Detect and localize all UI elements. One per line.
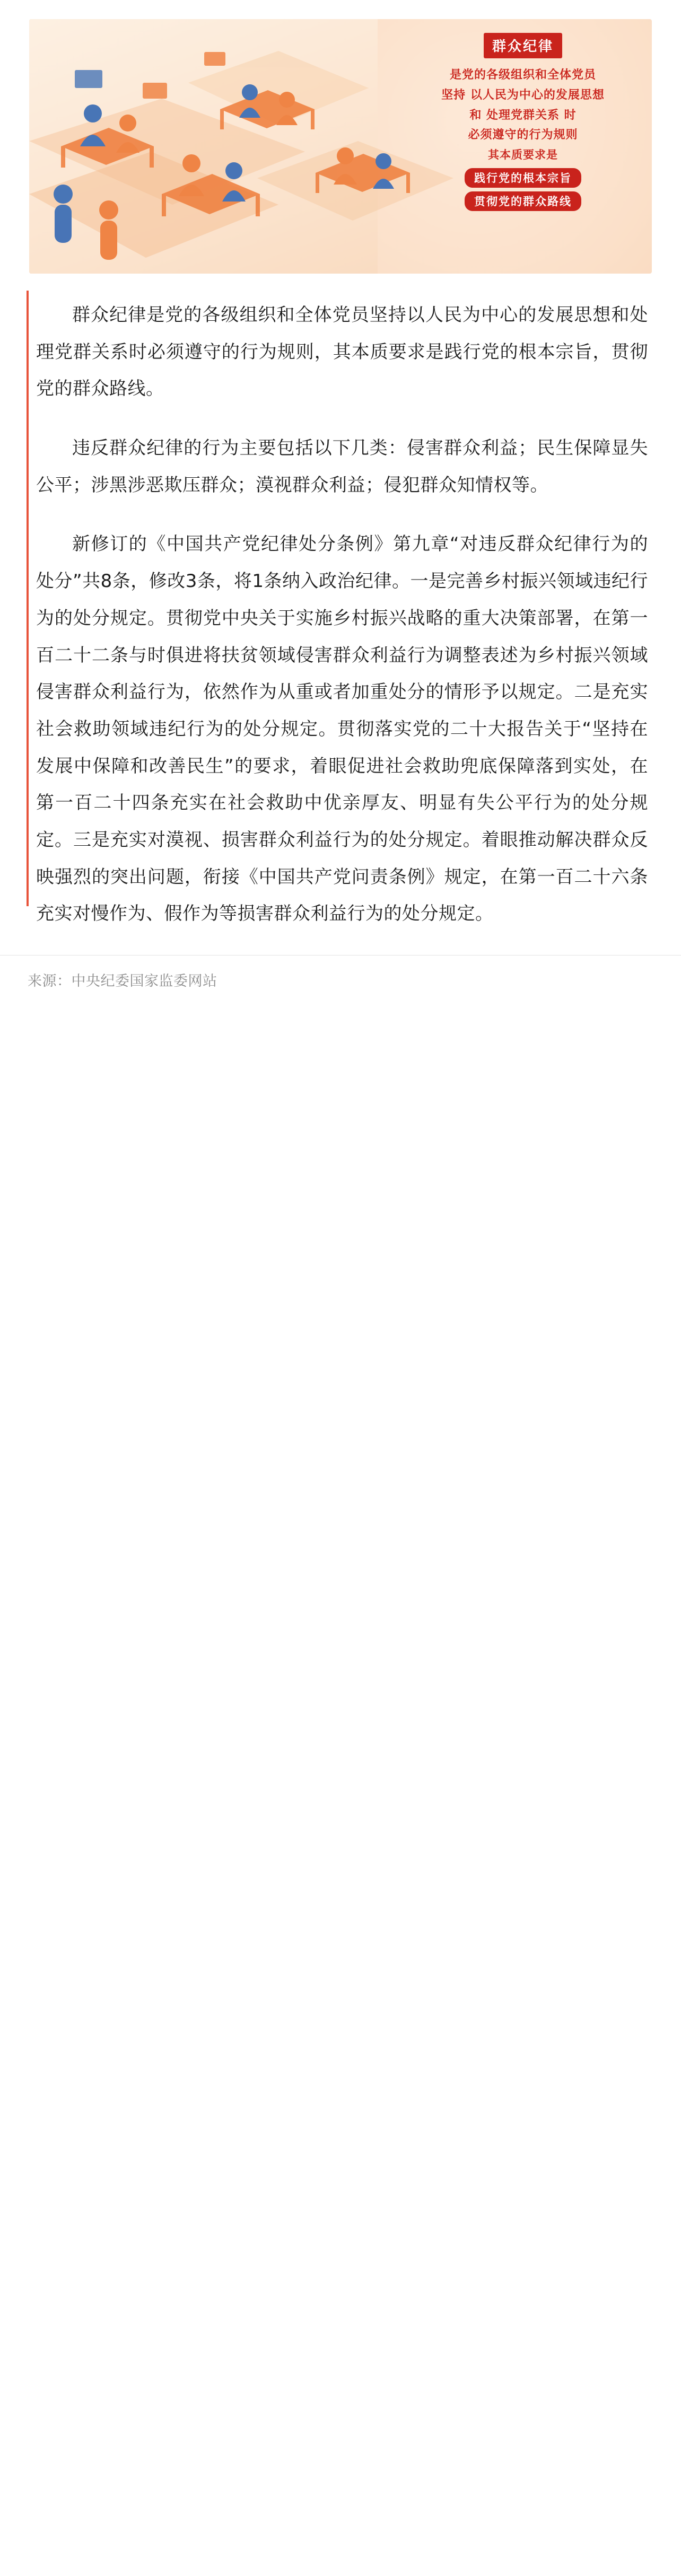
hero-pill-1-wrap (409, 164, 637, 188)
hero-line-3: 和 处理党群关系 时 (469, 108, 577, 122)
article-body (0, 287, 681, 933)
hero-title: 群众纪律 (484, 33, 562, 58)
article-paragraph-1: 群众纪律是党的各级组织和全体党员坚持以人民为中心的发展思想和处理党群关系时必须遵守的行为规则，其本质要求是践行党的根本宗旨，贯彻党的群众路线。 (36, 304, 648, 400)
hero-line-5: 其本质要求是 (488, 148, 558, 162)
hero-text-block (409, 33, 637, 211)
hero-line-2: 坚持 以人民为中心的发展思想 (441, 88, 605, 102)
source-label: 来源：中央纪委国家监委网站 (28, 973, 217, 989)
article-paragraph-2: 违反群众纪律的行为主要包括以下几类：侵害群众利益；民生保障显失公平；涉黑涉恶欺压群众；漠视群众利益；侵犯群众知情权等。 (36, 437, 648, 496)
hero-pill-2: 贯彻党的群众路线 (465, 191, 581, 211)
article-footer (0, 955, 681, 1011)
article-page (0, 19, 681, 2576)
article-paragraph-3: 新修订的《中国共产党纪律处分条例》第九章“对违反群众纪律行为的处分”共8条，修改3条，将1条纳入政治纪律。一是完善乡村振兴领域违纪行为的处分规定。贯彻党中央关于实施乡村振兴战略的重大决策部署，在第一百二十二条与时俱进将扶贫领域侵害群众利益行为调整表述为乡村振兴领域侵害群众利益行为，依然作为从重或者加重处分的情形予以规定。二是充实社会救助领域违纪行为的处分规定。贯彻落实党的二十大报告关于“坚持在发展中保障和改善民生”的要求，着眼促进社会救助兜底保障落到实处，在第一百二十四条充实在社会救助中优亲厚友、明显有失公平行为的处分规定。三是充实对漠视、损害群众利益行为的处分规定。着眼推动解决群众反映强烈的突出问题，衔接《中国共产党问责条例》规定，在第一百二十六条充实对慢作为、假作为等损害群众利益行为的处分规定。 (36, 533, 649, 925)
hero-pill-1: 践行党的根本宗旨 (465, 168, 581, 188)
hero-line-1: 是党的各级组织和全体党员 (449, 68, 596, 82)
hero-banner (29, 19, 652, 274)
hero-pill-2-wrap (409, 188, 637, 211)
hero-line-4: 必须遵守的行为规则 (468, 128, 578, 142)
